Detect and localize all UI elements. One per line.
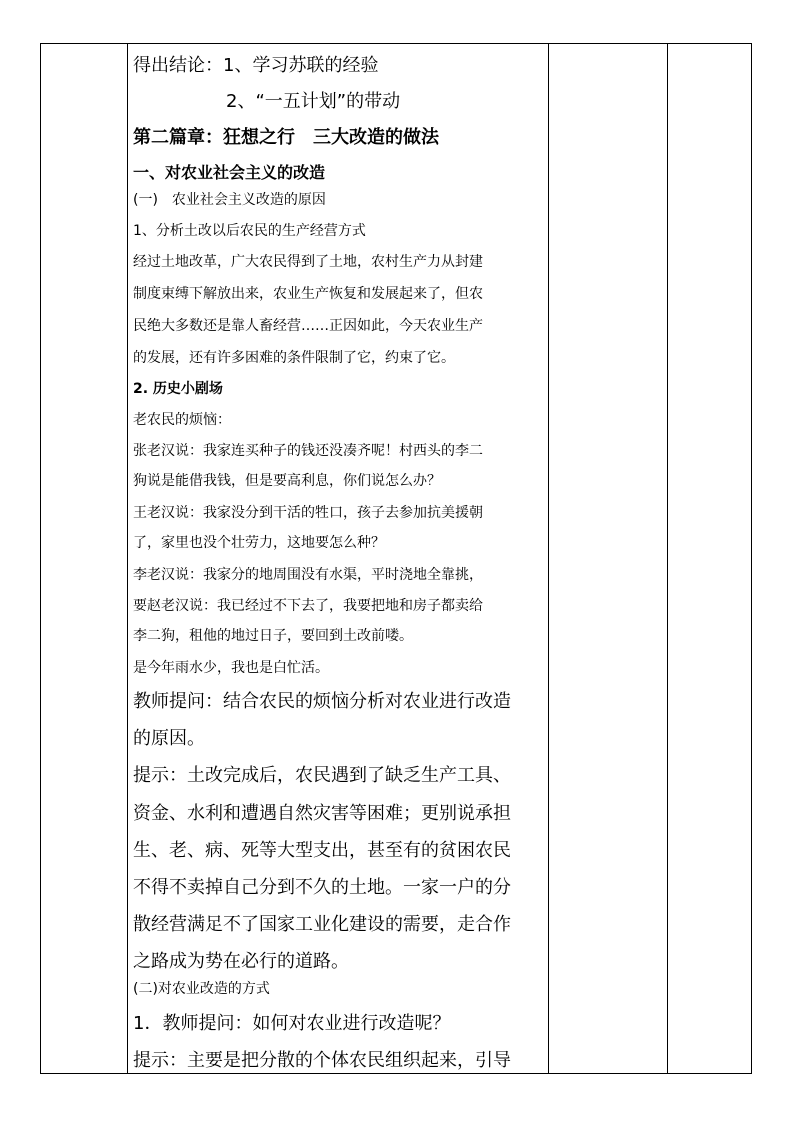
column-divider-1 (127, 44, 128, 1073)
hint-line: 生、老、病、死等大型支出，甚至有的贫困农民 (133, 840, 511, 861)
column-divider-2 (548, 44, 549, 1073)
quote-line: 的发展，还有许多困难的条件限制了它，约束了它。 (133, 350, 455, 366)
hint-line: 提示：土改完成后，农民遇到了缺乏生产工具、 (133, 765, 511, 786)
subsection-heading-2: (二)对农业改造的方式 (133, 981, 270, 997)
quote-line: 民绝大多数还是靠人畜经营……正因如此，今天农业生产 (133, 318, 483, 334)
hint-line: 资金、水利和遭遇自然灾害等困难；更别说承担 (133, 803, 511, 824)
drama-line: 李老汉说：我家分的地周围没有水渠，平时浇地全靠挑， (133, 567, 483, 583)
hint-line: 提示：主要是把分散的个体农民组织起来，引导 (133, 1050, 511, 1071)
drama-line: 是今年雨水少，我也是白忙活。 (133, 660, 329, 676)
subsection-heading-1: (一) 农业社会主义改造的原因 (133, 192, 326, 208)
drama-line: 张老汉说：我家连买种子的钱还没凑齐呢！村西头的李二 (133, 443, 483, 459)
drama-line: 李二狗，租他的地过日子，要回到土改前喽。 (133, 628, 413, 644)
section-heading: 一、对农业社会主义的改造 (133, 163, 326, 182)
drama-title: 老农民的烦恼： (133, 412, 231, 428)
conclusion-line-1: 得出结论：1、学习苏联的经验 (133, 55, 379, 76)
drama-line: 狗说是能借我钱，但是要高利息，你们说怎么办？ (133, 473, 441, 489)
column-divider-3 (667, 44, 668, 1073)
teacher-question-1: 教师提问：结合农民的烦恼分析对农业进行改造 (133, 691, 511, 712)
teacher-question-1-cont: 的原因。 (133, 728, 205, 749)
quote-line: 制度束缚下解放出来，农业生产恢复和发展起来了，但农 (133, 286, 483, 302)
paragraph-heading-1: 1、分析土改以后农民的生产经营方式 (133, 223, 366, 239)
quote-line: 经过土地改革，广大农民得到了土地，农村生产力从封建 (133, 254, 483, 270)
paragraph-heading-2: 2. 历史小剧场 (133, 381, 223, 397)
hint-line: 之路成为势在必行的道路。 (133, 951, 349, 972)
drama-line: 了，家里也没个壮劳力，这地要怎么种？ (133, 535, 385, 551)
hint-line: 不得不卖掉自己分到不久的土地。一家一户的分 (133, 877, 511, 898)
hint-line: 散经营满足不了国家工业化建设的需要，走合作 (133, 914, 511, 935)
conclusion-line-2: 2、“一五计划”的带动 (226, 91, 401, 112)
drama-line: 王老汉说：我家没分到干活的牲口，孩子去参加抗美援朝 (133, 505, 483, 521)
chapter-heading: 第二篇章：狂想之行 三大改造的做法 (133, 127, 439, 148)
teacher-question-2: 1．教师提问：如何对农业进行改造呢？ (133, 1013, 451, 1034)
drama-line: 要赵老汉说：我已经过不下去了，我要把地和房子都卖给 (133, 598, 483, 614)
